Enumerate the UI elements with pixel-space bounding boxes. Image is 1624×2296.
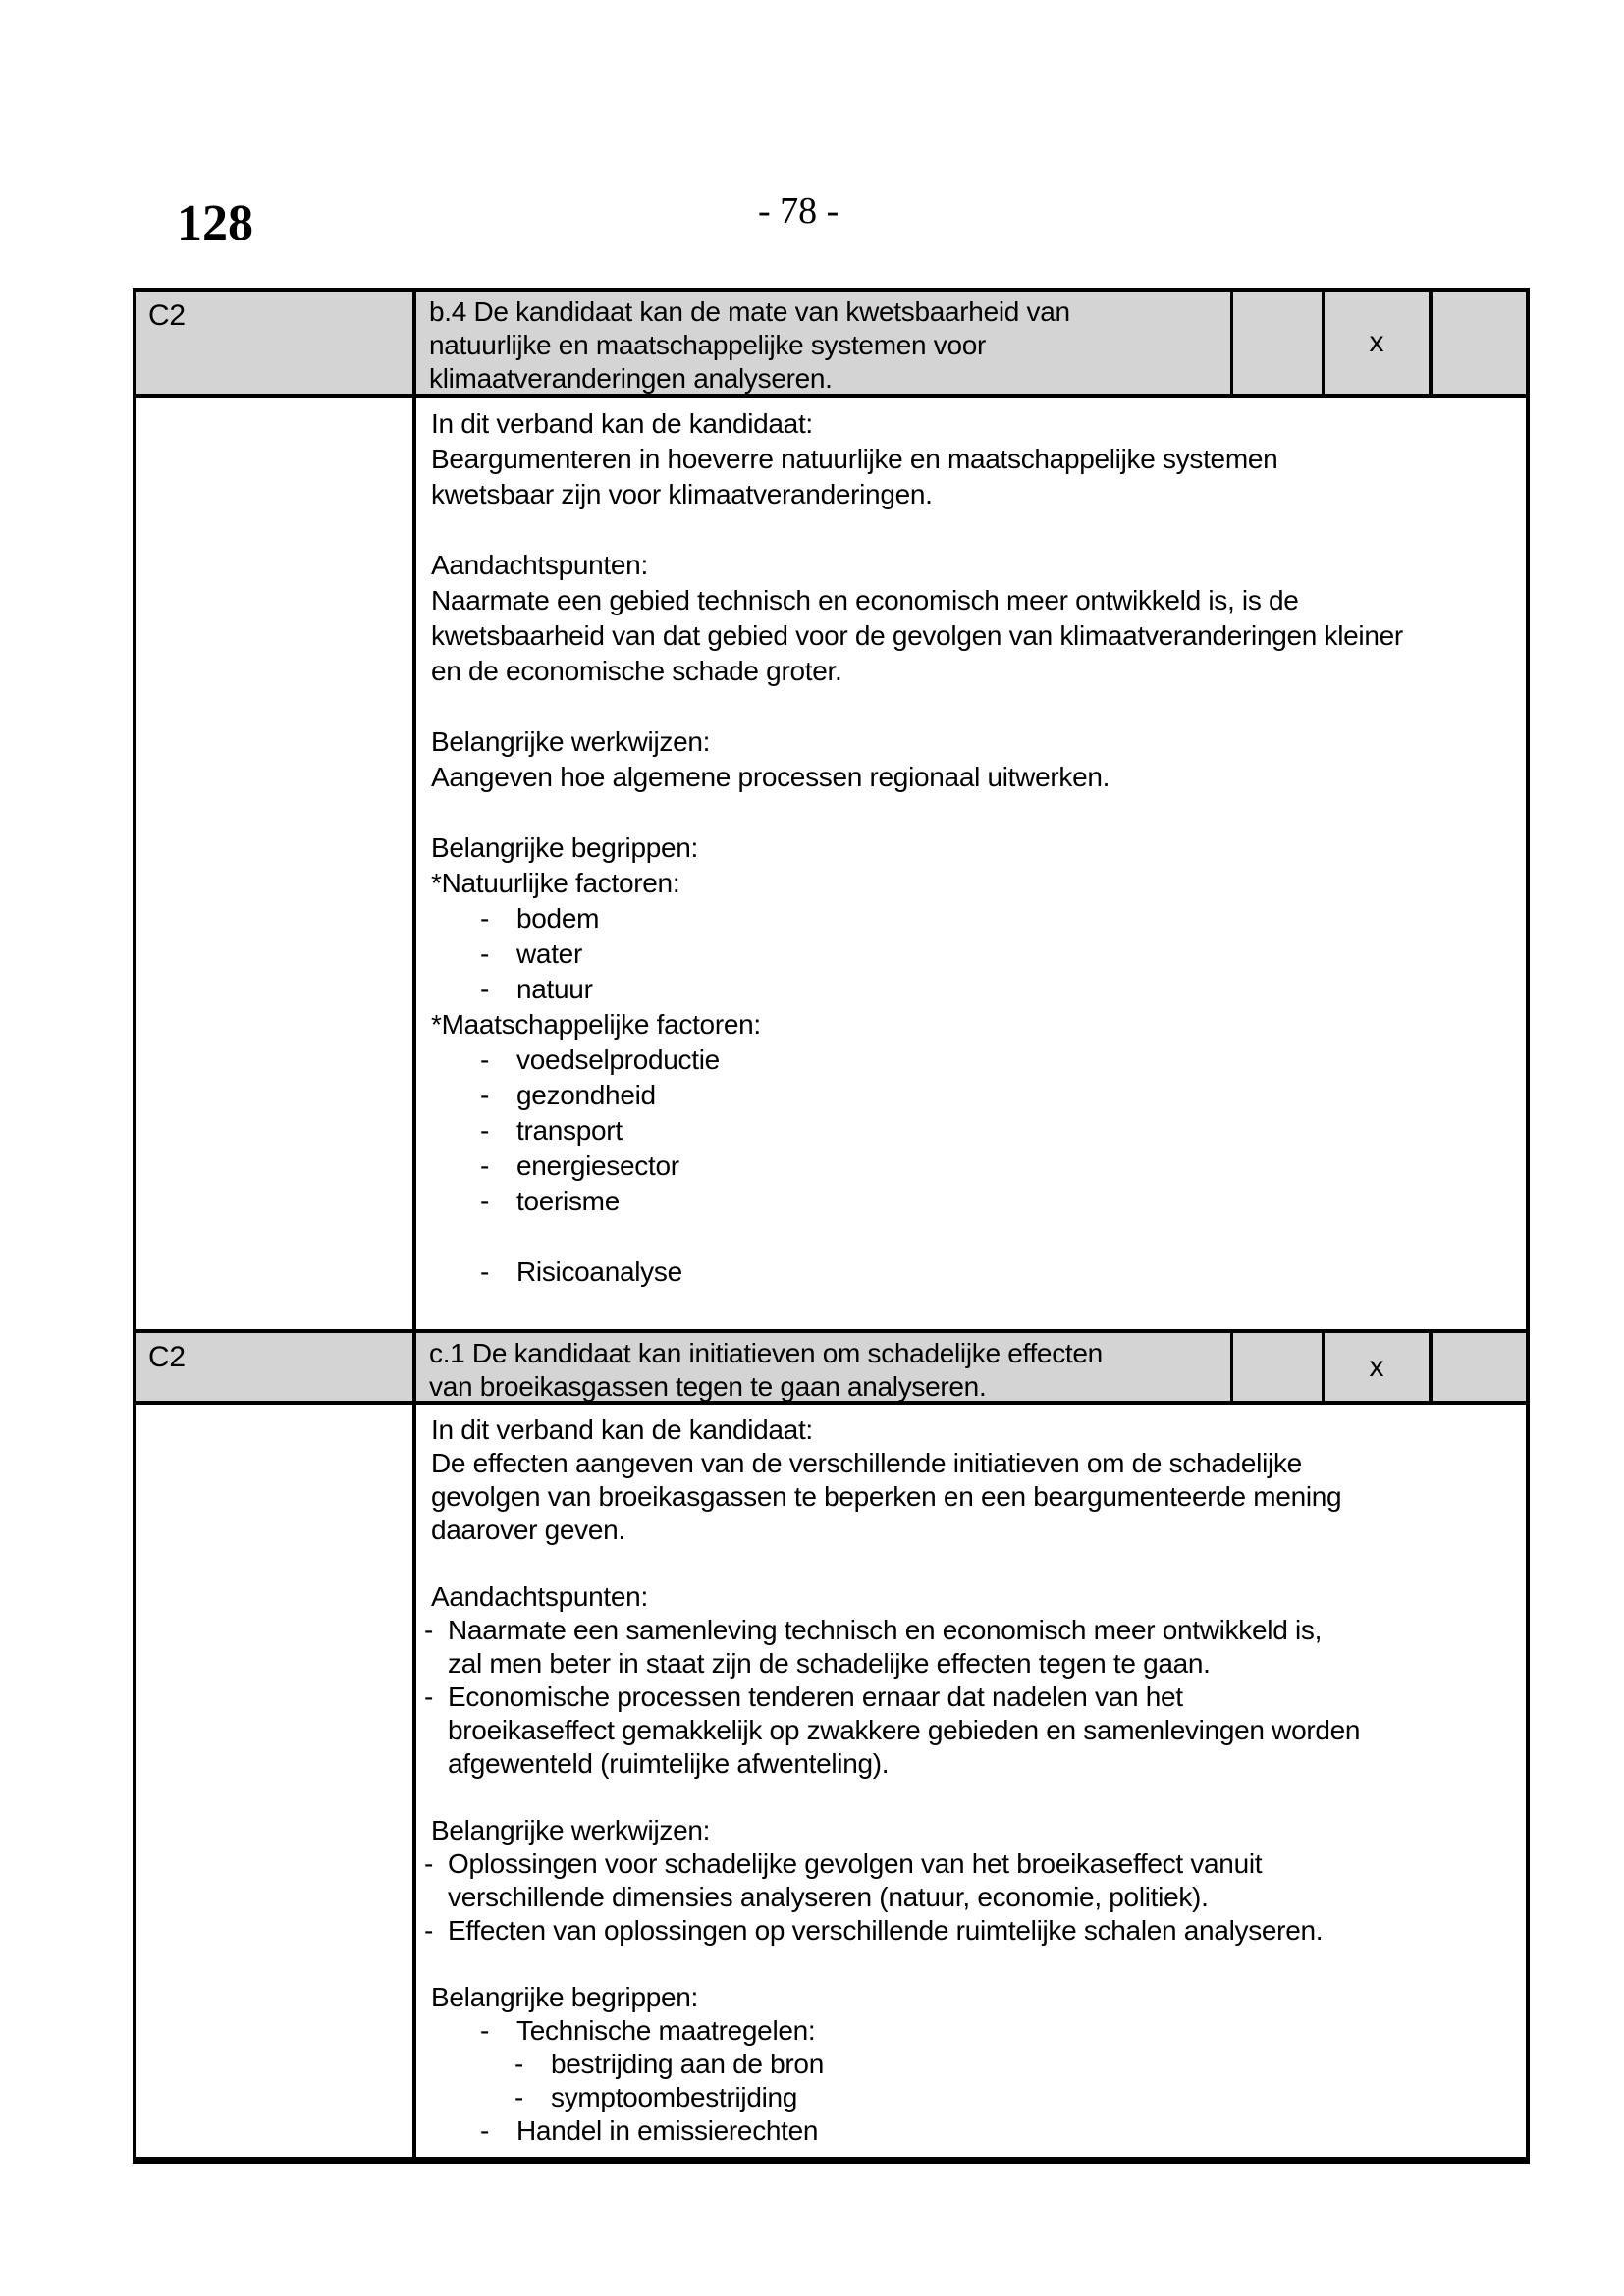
- text-line: [431, 2048, 1518, 2081]
- text-line: [431, 866, 1518, 901]
- description-line: c.1 De kandidaat kan initiatieven om schadelijke effecten: [429, 1338, 1103, 1368]
- text-line: [431, 477, 1518, 512]
- text-line: [431, 618, 1518, 654]
- text-line: [431, 2014, 1518, 2048]
- description-cell: [416, 1333, 1233, 1401]
- text-line-content: Belangrijke begrippen:: [431, 832, 699, 863]
- text-line: [431, 1414, 1518, 1447]
- text-line: [431, 1580, 1518, 1614]
- text-line: [431, 1255, 1518, 1290]
- text-line-content: In dit verband kan de kandidaat:: [431, 1415, 813, 1445]
- bullet-dash: -: [514, 2049, 524, 2079]
- text-line-content: voedselproductie: [516, 1044, 720, 1075]
- description-cell: [416, 292, 1233, 394]
- bullet-dash: -: [424, 1848, 434, 1879]
- bullet-dash: -: [424, 1682, 434, 1712]
- text-block: [431, 724, 1518, 795]
- text-line: [431, 1184, 1518, 1219]
- text-line-content: broeikaseffect gemakkelijk op zwakkere gebieden en samenlevingen worden: [448, 1715, 1361, 1745]
- text-line: [431, 936, 1518, 972]
- text-block: [431, 1414, 1518, 1547]
- text-line-content: water: [516, 938, 582, 969]
- code-cell: C2: [136, 1333, 416, 1401]
- text-line: [431, 548, 1518, 583]
- text-line-content: zal men beter in staat zijn de schadelijke effecten tegen te gaan.: [448, 1648, 1211, 1679]
- text-line: [431, 1747, 1518, 1781]
- table-body-row: [136, 1405, 1526, 2157]
- text-line: [431, 1647, 1518, 1681]
- text-line-content: daarover geven.: [431, 1515, 625, 1545]
- bullet-dash: -: [424, 1915, 434, 1946]
- text-line-content: symptoombestrijding: [551, 2082, 798, 2112]
- check-mark: x: [1369, 1350, 1384, 1383]
- text-line-content: Belangrijke werkwijzen:: [431, 1815, 711, 1845]
- description-line: natuurlijke en maatschappelijke systemen voor: [429, 330, 987, 360]
- text-line: [431, 1447, 1518, 1480]
- text-line-content: Effecten van oplossingen op verschillende ruimtelijke schalen analyseren.: [448, 1915, 1324, 1946]
- body-text-cell: [416, 398, 1526, 1329]
- text-line: [431, 442, 1518, 477]
- text-line-content: In dit verband kan de kandidaat:: [431, 408, 813, 439]
- table-header-row: [136, 292, 1526, 398]
- text-block: [431, 1981, 1518, 2148]
- check-cell-3: [1433, 292, 1526, 394]
- bullet-dash: -: [480, 974, 490, 1004]
- text-line: [431, 1981, 1518, 2014]
- text-line-content: kwetsbaar zijn voor klimaatveranderingen.: [431, 479, 933, 509]
- check-cell-2: [1325, 292, 1433, 394]
- text-line: [431, 972, 1518, 1007]
- text-line-content: kwetsbaarheid van dat gebied voor de gevolgen van klimaatveranderingen kleiner: [431, 620, 1403, 651]
- text-line-content: De effecten aangeven van de verschillende initiatieven om de schadelijke: [431, 1448, 1302, 1478]
- body-empty-cell: [136, 398, 416, 1329]
- text-line-content: Aandachtspunten:: [431, 1581, 648, 1612]
- text-line-content: bestrijding aan de bron: [551, 2049, 824, 2079]
- text-line-content: bodem: [516, 903, 600, 934]
- text-line: [431, 583, 1518, 618]
- text-line: [431, 760, 1518, 795]
- bullet-dash: -: [480, 1150, 490, 1181]
- page-number-left: 128: [177, 195, 253, 251]
- text-line: [431, 1881, 1518, 1914]
- text-line: [431, 2114, 1518, 2148]
- text-block: [424, 1814, 1518, 1948]
- text-line: [424, 1614, 1518, 1647]
- text-line-content: Aangeven hoe algemene processen regionaal uitwerken.: [431, 762, 1110, 792]
- bullet-dash: -: [480, 903, 490, 934]
- check-cell-1: [1233, 292, 1325, 394]
- code-cell: C2: [136, 292, 416, 394]
- body-empty-cell: [136, 1405, 416, 2157]
- text-line: [424, 1681, 1518, 1714]
- text-line-content: natuur: [516, 974, 593, 1004]
- text-line-content: gezondheid: [516, 1080, 656, 1110]
- text-line: [431, 406, 1518, 442]
- bullet-dash: -: [514, 2082, 524, 2112]
- bullet-dash: -: [480, 1115, 490, 1146]
- table-body-row: [136, 398, 1526, 1333]
- bullet-dash: -: [480, 1044, 490, 1075]
- text-line-content: Handel in emissierechten: [516, 2115, 819, 2146]
- text-line-content: Aandachtspunten:: [431, 550, 648, 580]
- check-cell-3: [1433, 1333, 1526, 1401]
- text-line-content: Economische processen tenderen ernaar dat nadelen van het: [448, 1682, 1183, 1712]
- text-line-content: gevolgen van broeikasgassen te beperken en een beargumenteerde mening: [431, 1481, 1342, 1512]
- text-line-content: Risicoanalyse: [516, 1256, 682, 1287]
- page-number-center: - 78 -: [758, 190, 839, 232]
- bullet-dash: -: [480, 2115, 490, 2146]
- text-line-content: en de economische schade groter.: [431, 656, 842, 686]
- text-line-content: energiesector: [516, 1150, 679, 1181]
- body-text-cell: [416, 1405, 1526, 2157]
- text-line-content: Beargumenteren in hoeverre natuurlijke en maatschappelijke systemen: [431, 444, 1278, 474]
- text-block: [431, 406, 1518, 512]
- bullet-dash: -: [480, 2015, 490, 2046]
- text-line: [424, 1847, 1518, 1881]
- text-line: [431, 724, 1518, 760]
- table-header-row: [136, 1333, 1526, 1405]
- text-line: [431, 654, 1518, 689]
- text-line: [431, 1042, 1518, 1078]
- text-line: [431, 1113, 1518, 1148]
- text-line-content: Technische maatregelen:: [516, 2015, 816, 2046]
- check-mark: x: [1369, 326, 1384, 358]
- text-line: [431, 1480, 1518, 1514]
- text-line: [431, 901, 1518, 936]
- text-line: [431, 1814, 1518, 1847]
- text-block: [431, 548, 1518, 689]
- text-line-content: Naarmate een samenleving technisch en economisch meer ontwikkeld is,: [448, 1615, 1323, 1645]
- text-line: [431, 2081, 1518, 2114]
- bullet-dash: -: [480, 938, 490, 969]
- bullet-dash: -: [480, 1256, 490, 1287]
- description-line: b.4 De kandidaat kan de mate van kwetsbaarheid van: [429, 296, 1070, 327]
- requirements-table: [133, 288, 1530, 2164]
- text-line: [431, 1714, 1518, 1747]
- text-line-content: afgewenteld (ruimtelijke afwenteling).: [448, 1748, 890, 1779]
- bullet-dash: -: [480, 1186, 490, 1216]
- text-line-content: toerisme: [516, 1186, 620, 1216]
- text-block: [431, 830, 1518, 1219]
- text-line-content: Belangrijke werkwijzen:: [431, 726, 711, 757]
- text-line: [424, 1914, 1518, 1948]
- text-block: [431, 1255, 1518, 1290]
- text-line-content: *Natuurlijke factoren:: [431, 868, 680, 898]
- text-line: [431, 1514, 1518, 1547]
- text-line-content: Belangrijke begrippen:: [431, 1982, 699, 2012]
- description-line: van broeikasgassen tegen te gaan analyseren.: [429, 1371, 987, 1401]
- text-line: [431, 830, 1518, 866]
- check-cell-2: [1325, 1333, 1433, 1401]
- bullet-dash: -: [480, 1080, 490, 1110]
- bullet-dash: -: [424, 1615, 434, 1645]
- text-block: [424, 1580, 1518, 1781]
- check-cell-1: [1233, 1333, 1325, 1401]
- text-line: [431, 1078, 1518, 1113]
- text-line-content: Oplossingen voor schadelijke gevolgen van het broeikaseffect vanuit: [448, 1848, 1263, 1879]
- text-line-content: verschillende dimensies analyseren (natuur, economie, politiek).: [448, 1882, 1209, 1912]
- text-line: [431, 1007, 1518, 1042]
- text-line-content: *Maatschappelijke factoren:: [431, 1009, 761, 1040]
- text-line-content: Naarmate een gebied technisch en economisch meer ontwikkeld is, is de: [431, 585, 1299, 615]
- description-line: klimaatveranderingen analyseren.: [429, 363, 833, 394]
- text-line-content: transport: [516, 1115, 623, 1146]
- text-line: [431, 1148, 1518, 1184]
